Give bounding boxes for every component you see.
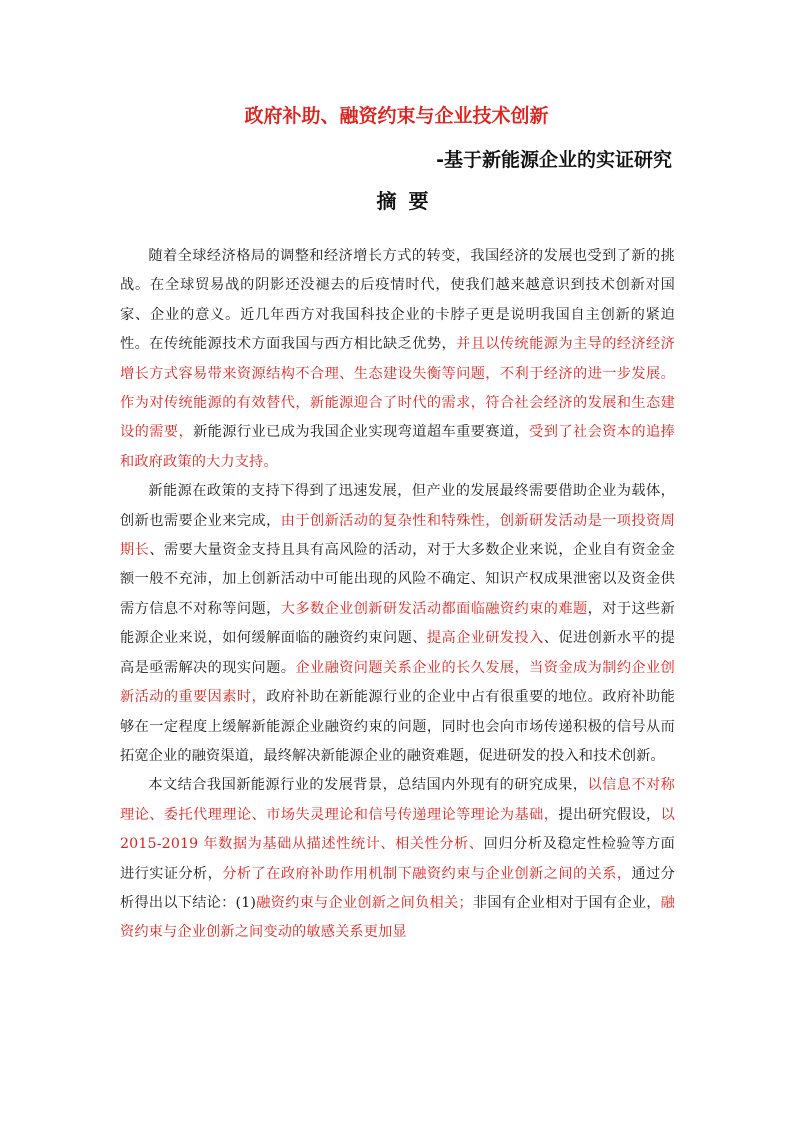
text-run: 本文结合我国新能源行业的发展背景，总结国内外现有的研究成果， <box>148 777 588 794</box>
highlighted-text-run: 并且以传统能源为主导的经济经济增长方式容易带来资源结构不合理、生态建设失衡等问题，不利于经济的进一步发展。作为对传统能源的有效替代，新能源迎合了时代的需求，符合社会经济的发展和生态建设的需要， <box>120 336 675 441</box>
abstract-paragraph-3 <box>120 771 675 947</box>
highlighted-text-run: 以 2015-2019 年数据为基础从描述性统计、相关性分析、 <box>120 806 675 853</box>
paper-subtitle: -基于新能源企业的实证研究 <box>436 149 672 171</box>
highlighted-text-run: 受到了社会资本的追捧和政府政策的大力支持。 <box>120 424 675 470</box>
highlighted-text-run: 企业融资问题关系企业的长久发展，当资金成为制约企业创新活动的重要因素时， <box>120 659 675 706</box>
abstract-heading: 摘要 <box>376 189 441 213</box>
paper-title: 政府补助、融资约束与企业技术创新 <box>244 105 549 127</box>
highlighted-text-run: 提高企业研发投入 <box>426 630 544 647</box>
text-run: 政府补助在新能源行业的企业中占有很重要的地位。政府补助能够在一定程度上缓解新能源企业融资约束的问题，同时也会向市场传递积极的信号从而拓宽企业的融资渠道，最终解决新能源企业的融资难题，促进研发的投入和技术创新。 <box>120 689 675 764</box>
text-run: 随着全球经济格局的调整和经济增长方式的转变，我国经济的发展也受到了新的挑战。在全球贸易战的阴影还没褪去的后疫情时代，使我们越来越意识到技术创新对国家、企业的意义。近几年西方对我国科技企业的卡脖子更是说明我国自主创新的紧迫性。在传统能源技术方面我国与西方相比缺乏优势， <box>120 248 675 353</box>
text-run: 通过分析得出以下结论：(1) <box>120 865 675 911</box>
highlighted-text-run: 分析了在政府补助作用机制下融资约束与企业创新之间的关系， <box>222 865 632 882</box>
highlighted-text-run: 大多数企业创新研发活动都面临融资约束的难题 <box>280 600 588 617</box>
abstract-body <box>120 242 675 948</box>
highlighted-text-run: 融资约束与企业创新之间变动的敏感关系更加显 <box>120 894 676 941</box>
text-run: 回归分析及稳定性检验等方面进行实证分析， <box>120 836 675 882</box>
text-run: ，对于这些新能源企业来说，如何缓解面临的融资约束问题、 <box>120 600 675 647</box>
highlighted-text-run: 融资约束与企业创新之间负相关； <box>256 894 473 911</box>
text-run: 、促进创新水平的提高是亟需解决的现实问题。 <box>120 630 675 676</box>
abstract-paragraph-1 <box>120 242 675 477</box>
text-run: 新能源行业已成为我国企业实现弯道超车重要赛道， <box>193 424 530 441</box>
abstract-paragraph-2 <box>120 477 675 771</box>
highlighted-text-run: 由于创新活动的复杂性和特殊性，创新研发活动是一项投资周期长 <box>120 512 675 559</box>
text-run: 新能源在政策的支持下得到了迅速发展，但产业的发展最终需要借助企业为载体，创新也需要企业来完成， <box>120 483 675 529</box>
highlighted-text-run: 以信息不对称理论、委托代理理论、市场失灵理论和信号传递理论等理论为基础， <box>120 777 675 823</box>
text-run: 、需要大量资金支持且具有高风险的活动，对于大多数企业来说，企业自有资金金额一般不充沛，加上创新活动中可能出现的风险不确定、知识产权成果泄密以及资金供需方信息不对称等问题， <box>120 542 675 617</box>
text-run: 提出研究假设， <box>558 806 661 823</box>
text-run: 非国有企业相对于国有企业， <box>472 894 661 911</box>
